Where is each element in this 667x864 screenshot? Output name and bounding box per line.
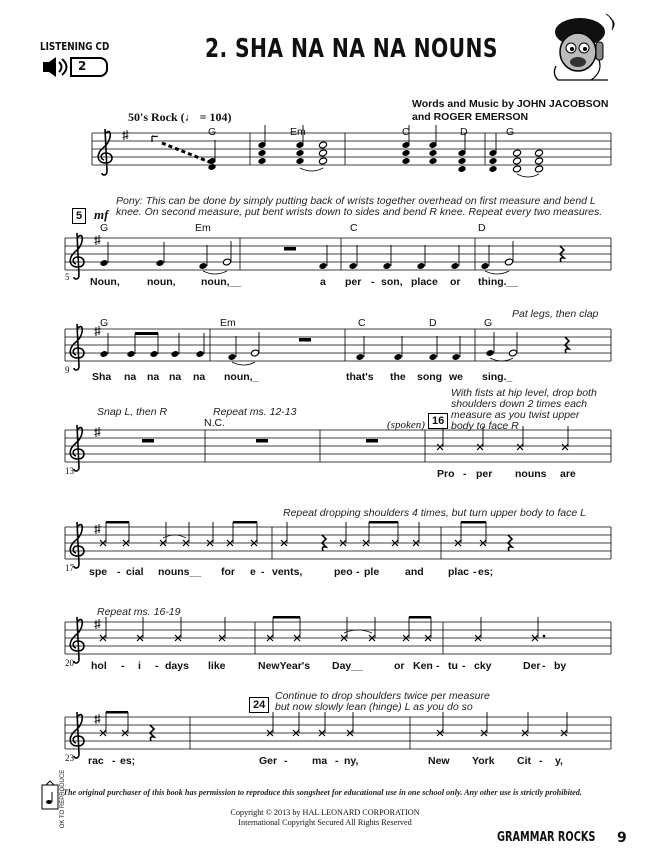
lyric: cky: [474, 660, 492, 672]
staff-system-5: [65, 527, 611, 559]
lyric: -: [356, 566, 360, 578]
cd-track-number: 2: [78, 59, 87, 73]
measure-number: 13: [65, 466, 74, 476]
lyric: na: [169, 371, 182, 383]
rehearsal-mark: 5: [72, 208, 86, 224]
chord: Em: [220, 317, 236, 329]
lyric: Der: [523, 660, 541, 672]
lyric: hol: [91, 660, 107, 672]
song-title: 2. SHA NA NA NA NOUNS: [205, 34, 498, 64]
measure-number: 17: [65, 563, 74, 573]
lyric: noun,__: [201, 276, 242, 288]
copyright-block: [200, 808, 450, 828]
chord: C: [402, 126, 410, 138]
repeat-instruction: Repeat ms. 12-13: [213, 406, 297, 418]
lyric: spe: [89, 566, 108, 578]
lyric: days: [165, 660, 189, 672]
lyric: na: [124, 371, 137, 383]
lyric: and: [405, 566, 424, 578]
reproduction-notice: The original purchaser of this book has permission to reproduce this songsheet for educational use in one school only. Any other use is strictly prohibited.: [63, 788, 582, 797]
listening-cd-label: LISTENING CD: [40, 40, 110, 53]
lyric: Ger: [259, 755, 278, 767]
chord: G: [100, 222, 109, 234]
tempo-style: 50's Rock (: [128, 110, 185, 124]
lyric: -: [473, 566, 477, 578]
dynamic-marking: mf: [94, 207, 109, 222]
spoken-marking: (spoken): [387, 419, 425, 431]
lyric: we: [449, 371, 464, 383]
movement-instruction: Pony: This can be done by simply putting back of wrists together overhead on first measure and bend L knee. On second measure, put bent wrists down to sides and bend R knee. Repeat every two measures.: [116, 195, 603, 218]
lyric: na: [193, 371, 206, 383]
lyric: ma: [312, 755, 328, 767]
ok-to-reproduce-badge: [40, 769, 67, 829]
book-title: GRAMMAR ROCKS: [497, 830, 596, 845]
chord: D: [429, 317, 437, 329]
copyright-line-1: Copyright © 2013 by HAL LEONARD CORPORATION: [230, 808, 420, 817]
measure-number: 20: [65, 658, 74, 668]
movement-instruction: Repeat dropping shoulders 4 times, but turn upper body to face L: [283, 507, 586, 519]
lyric: -: [463, 468, 467, 480]
movement-instruction: Pat legs, then clap: [512, 308, 599, 320]
lyric: vents,: [272, 566, 303, 578]
lyric: or: [394, 660, 405, 672]
copyright-line-2: International Copyright Secured All Rights Reserved: [238, 818, 412, 827]
chord: C: [350, 222, 358, 234]
lyric: Noun,: [90, 276, 120, 288]
lyric: or: [450, 276, 461, 288]
lyric: Pro: [437, 468, 455, 480]
chord: G: [484, 317, 493, 329]
notes-system-7: [100, 711, 567, 741]
lyric: plac: [448, 566, 470, 578]
lyric: nouns: [515, 468, 547, 480]
lyric: a: [320, 276, 326, 288]
lyric: -: [542, 660, 546, 672]
lyric: -: [539, 755, 543, 767]
lyric: New: [428, 755, 450, 767]
lyric: ple: [364, 566, 380, 578]
chord: G: [208, 126, 217, 138]
lyric: Day__: [332, 660, 363, 672]
chord: D: [478, 222, 486, 234]
lyric: ny,: [344, 755, 359, 767]
chord: D: [460, 126, 468, 138]
movement-instruction: With fists at hip level, drop both shoulders down 2 times each measure as you twist upper body to face R: [451, 387, 597, 432]
lyric: noun,: [147, 276, 176, 288]
lyric: Ken: [413, 660, 433, 672]
chord: Em: [290, 126, 306, 138]
repeat-instruction: Repeat ms. 16-19: [97, 606, 181, 618]
no-chord-marking: N.C.: [204, 417, 225, 429]
lyric: y,: [555, 755, 563, 767]
lyric: nouns__: [158, 566, 202, 578]
lyric: es;: [120, 755, 136, 767]
lyric: -: [462, 660, 466, 672]
movement-instruction: Continue to drop shoulders twice per measure but now slowly lean (hinge) L as you do so: [275, 690, 490, 713]
lyric: -: [117, 566, 121, 578]
lyric: -: [371, 276, 375, 288]
credits-line-2: and ROGER EMERSON: [412, 111, 529, 123]
lyric: na: [147, 371, 160, 383]
measure-number: 23: [65, 753, 74, 763]
rehearsal-mark: 16: [428, 413, 448, 429]
chord: G: [506, 126, 515, 138]
lyric: by: [554, 660, 567, 672]
lyric: are: [560, 468, 576, 480]
measure-number: 9: [65, 365, 70, 375]
lyric: rac: [88, 755, 104, 767]
notes-system-6: [100, 616, 545, 641]
lyric: the: [390, 371, 406, 383]
lyric: peo: [334, 566, 353, 578]
lyric: -: [436, 660, 440, 672]
lyric: -: [335, 755, 339, 767]
movement-instruction: Snap L, then R: [97, 406, 168, 418]
lyric: Cit: [517, 755, 531, 767]
lyric: son,: [381, 276, 403, 288]
lyric: i: [138, 660, 141, 672]
lyric: per: [476, 468, 493, 480]
lyric: that's: [346, 371, 374, 383]
staff-system-1: [92, 125, 611, 177]
lyric: for: [221, 566, 235, 578]
measure-number: 5: [65, 272, 70, 282]
chord: G: [100, 317, 109, 329]
staff-system-4: [65, 430, 611, 462]
staff-system-7: [65, 717, 611, 749]
lyric: noun,_: [224, 371, 259, 383]
chord: C: [358, 317, 366, 329]
lyric: thing.__: [478, 276, 519, 288]
lyric: sing._: [482, 371, 513, 383]
lyric: e: [250, 566, 256, 578]
lyric: -: [155, 660, 159, 672]
lyric: tu: [448, 660, 458, 672]
quarter-note-icon: ♩: [184, 110, 197, 124]
lyric: NewYear's: [258, 660, 311, 672]
lyric: Sha: [92, 371, 112, 383]
lyric: -: [284, 755, 288, 767]
lyric: song: [417, 371, 443, 383]
lyric: -: [112, 755, 116, 767]
lyric: -: [121, 660, 125, 672]
credits-line-1: Words and Music by JOHN JACOBSON: [412, 98, 609, 110]
page-number: 9: [617, 830, 627, 846]
lyric: per: [345, 276, 362, 288]
lyric: cial: [126, 566, 144, 578]
lyric: es;: [478, 566, 494, 578]
lyric: -: [261, 566, 265, 578]
rehearsal-mark: 24: [249, 697, 269, 713]
tempo-value: = 104): [196, 110, 232, 124]
lyric: like: [208, 660, 226, 672]
lyric: York: [472, 755, 495, 767]
chord: Em: [195, 222, 211, 234]
lyric: place: [411, 276, 438, 288]
staff-system-2: [65, 238, 611, 270]
ok-to-reproduce-label: OK TO REPRODUCE: [60, 769, 67, 829]
staff-system-6: [65, 622, 611, 654]
notes-system-5: [100, 521, 512, 551]
